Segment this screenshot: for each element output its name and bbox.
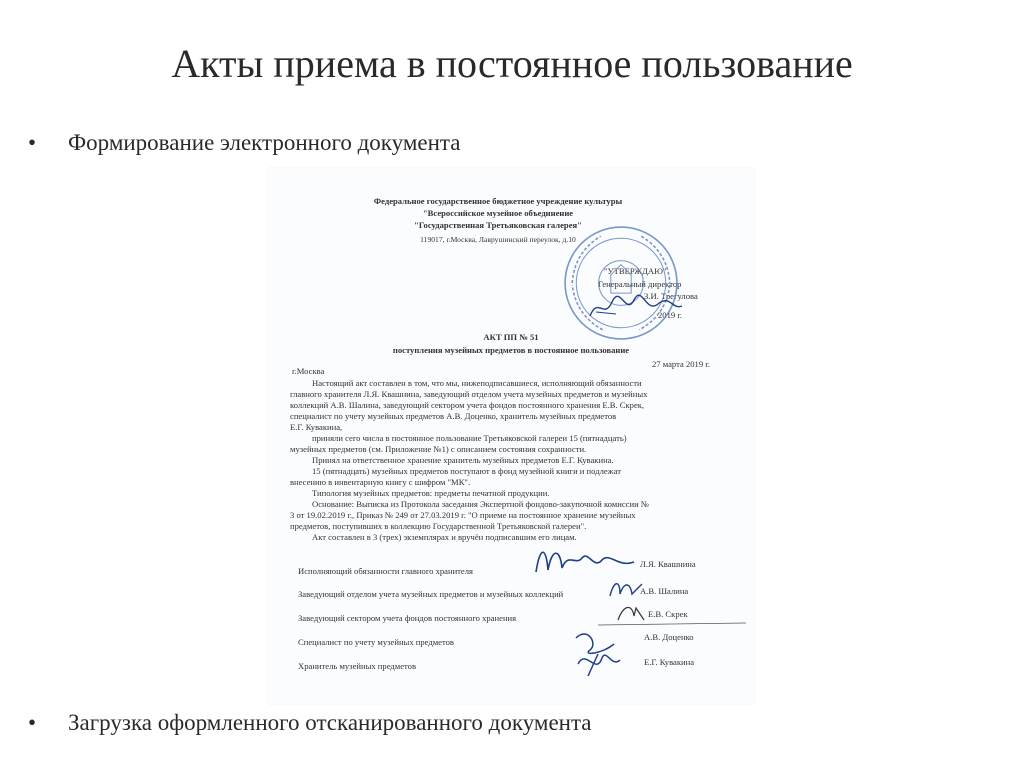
signatory-role: Специалист по учету музейных предметов — [298, 637, 454, 647]
body-line: приняли сего числа в постоянное пользование Третьяковской галереи 15 (пятнадцать) — [312, 433, 627, 443]
signatory-name: Л.Я. Квашнина — [640, 559, 696, 569]
body-line: Акт составлен в 3 (трех) экземплярах и вручён подписавшим его лицам. — [312, 532, 577, 542]
bullet-marker: • — [28, 130, 37, 155]
body-line: 3 от 19.02.2019 г., Приказ № 249 от 27.03.2019 г. "О приеме на постоянное хранение музейных — [290, 510, 636, 520]
bullet-marker: • — [28, 710, 37, 735]
signatory-name: А.В. Доценко — [644, 632, 694, 642]
body-line: 15 (пятнадцать) музейных предметов поступают в фонд музейной книги и подлежат — [312, 466, 621, 476]
signature-skrek-icon — [614, 602, 648, 626]
signature-underline — [598, 620, 748, 628]
approval-heading: "УТВЕРЖДАЮ" — [604, 266, 667, 276]
body-line: Типология музейных предметов: предметы печатной продукции. — [312, 488, 550, 498]
signatory-name: Е.Г. Кувакина — [644, 657, 695, 667]
bullet-item — [28, 130, 460, 156]
signature-dotsenko-kuvakina-icon — [568, 624, 628, 684]
body-line: внесению в инвентарную книгу с шифром "МК". — [290, 477, 471, 487]
act-number: АКТ ПП № 51 — [483, 332, 539, 342]
approval-year: 2019 г. — [658, 310, 683, 320]
bullet-text: Загрузка оформленного отсканированного документа — [68, 710, 592, 735]
doc-address: 119017, г.Москва, Лаврушинский переулок, д.10 — [420, 235, 576, 244]
doc-org-line: "Государственная Третьяковская галерея" — [414, 220, 582, 230]
body-line: главного хранителя Л.Я. Квашнина, заведующий отделом учета музейных предметов и музейных — [290, 389, 648, 399]
body-line: специалист по учету музейных предметов А.В. Доценко, хранитель музейных предметов — [290, 411, 617, 421]
scanned-document — [268, 168, 754, 704]
signature-kvashnina-icon — [530, 540, 640, 580]
bullet-text: Формирование электронного документа — [68, 130, 461, 155]
doc-org-line: Федеральное государственное бюджетное учреждение культуры — [373, 196, 623, 206]
act-date: 27 марта 2019 г. — [652, 359, 710, 369]
approval-position: Генеральный директор — [598, 279, 682, 289]
doc-org-line: "Всероссийское музейное объединение — [422, 208, 574, 218]
signatory-name: А.В. Шалина — [640, 586, 689, 596]
body-line: Основание: Выписка из Протокола заседания Экспертной фондово-закупочной комиссии № — [312, 499, 650, 509]
signatory-name: Е.В. Скрек — [648, 609, 688, 619]
slide-title: Акты приема в постоянное пользование — [171, 41, 853, 86]
body-line: Принял на ответственное хранение хранитель музейных предметов Е.Г. Кувакина. — [312, 455, 614, 465]
act-city: г.Москва — [292, 366, 325, 376]
body-line: Настоящий акт составлен в том, что мы, нижеподписавшиеся, исполняющий обязанности — [312, 378, 642, 388]
body-line: музейных предметов (см. Приложение №1) с описанием состояния сохранности. — [290, 444, 587, 454]
approval-name: З.И. Трегулова — [644, 291, 698, 301]
signatory-role: Заведующий сектором учета фондов постоянного хранения — [298, 613, 517, 623]
signatory-role: Исполняющий обязанности главного хранителя — [298, 566, 473, 576]
bullet-item — [28, 710, 592, 736]
body-line: предметов, поступивших в коллекцию Государственной Третьяковской галереи". — [290, 521, 587, 531]
body-line: Е.Г. Кувакина, — [290, 422, 343, 432]
signatory-role: Заведующий отделом учета музейных предметов и музейных коллекций — [298, 589, 564, 599]
signatory-role: Хранитель музейных предметов — [298, 661, 417, 671]
act-subject: поступления музейных предметов в постоянное пользование — [392, 345, 630, 355]
body-line: коллекций А.В. Шалина, заведующий сектором учета фондов постоянного хранения Е.В. Скрек, — [290, 400, 645, 410]
